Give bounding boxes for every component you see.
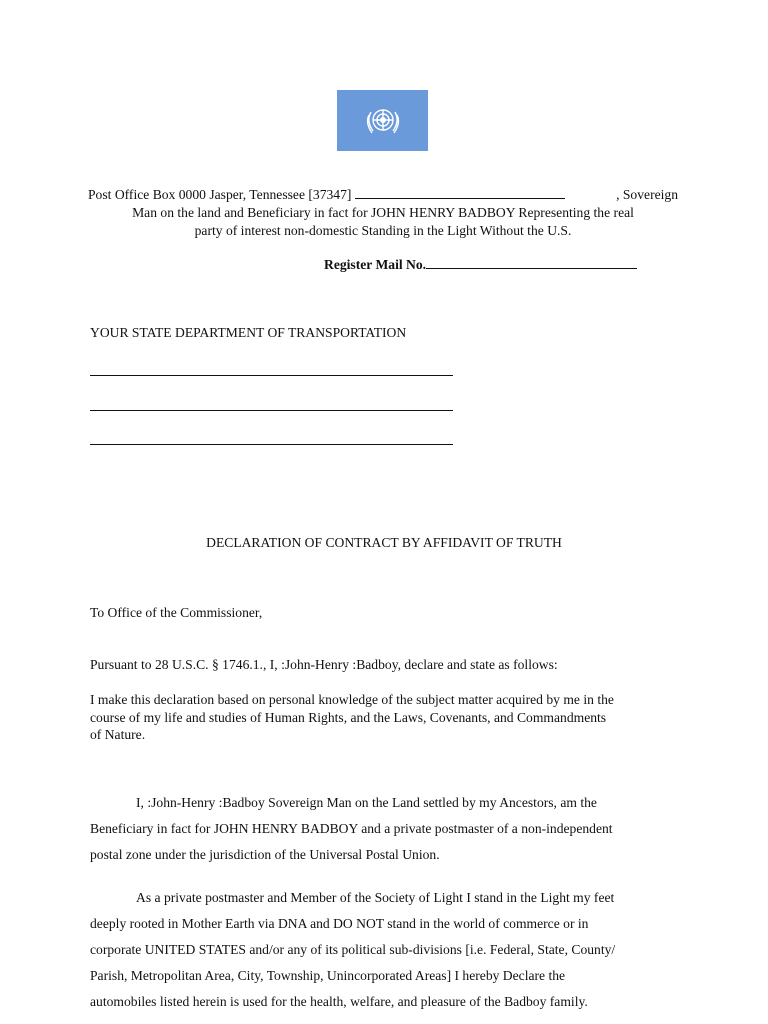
pursuant-statement: Pursuant to 28 U.S.C. § 1746.1., I, :John-Henry :Badboy, declare and state as follows: bbox=[90, 657, 558, 672]
recipient-heading: YOUR STATE DEPARTMENT OF TRANSPORTATION bbox=[90, 325, 407, 340]
register-mail-blank bbox=[426, 256, 637, 269]
paragraph-line: I, :John-Henry :Badboy Sovereign Man on the Land settled by my Ancestors, am the bbox=[136, 795, 597, 810]
salutation: To Office of the Commissioner, bbox=[90, 605, 263, 620]
paragraph-line: automobiles listed herein is used for the health, welfare, and pleasure of the Badboy family. bbox=[90, 994, 588, 1009]
paragraph-line: Parish, Metropolitan Area, City, Township, Unincorporated Areas] I hereby Declare the bbox=[90, 968, 566, 983]
un-emblem-icon bbox=[363, 103, 403, 139]
sender-description-line: Man on the land and Beneficiary in fact for JOHN HENRY BADBOY Representing the real bbox=[132, 205, 634, 220]
sender-standing-line: party of interest non-domestic Standing in the Light Without the U.S. bbox=[194, 223, 572, 238]
register-mail-label: Register Mail No. bbox=[324, 257, 427, 272]
document-title: DECLARATION OF CONTRACT BY AFFIDAVIT OF TRUTH bbox=[206, 535, 562, 550]
sender-name-blank bbox=[355, 186, 565, 199]
address-blank-line bbox=[90, 444, 453, 445]
paragraph-line: of Nature. bbox=[90, 727, 146, 742]
sender-address: Post Office Box 0000 Jasper, Tennessee [37347] bbox=[88, 187, 352, 202]
sender-header bbox=[88, 186, 678, 240]
declaration-paragraph bbox=[90, 691, 680, 744]
body-paragraph-1 bbox=[90, 790, 680, 868]
paragraph-line: As a private postmaster and Member of the Society of Light I stand in the Light my feet bbox=[136, 890, 615, 905]
paragraph-line: Beneficiary in fact for JOHN HENRY BADBOY and a private postmaster of a non-independent bbox=[90, 821, 613, 836]
address-blank-line bbox=[90, 375, 453, 376]
paragraph-line: I make this declaration based on personal knowledge of the subject matter acquired by me in the bbox=[90, 692, 614, 707]
paragraph-line: corporate UNITED STATES and/or any of its political sub-divisions [i.e. Federal, State, County/ bbox=[90, 942, 616, 957]
paragraph-line: course of my life and studies of Human Rights, and the Laws, Covenants, and Commandments bbox=[90, 709, 607, 725]
register-mail-number bbox=[324, 256, 637, 273]
paragraph-line: deeply rooted in Mother Earth via DNA and DO NOT stand in the world of commerce or in bbox=[90, 916, 589, 931]
un-flag-image bbox=[337, 90, 428, 151]
body-paragraph-2 bbox=[90, 885, 680, 1015]
sender-title-start: , Sovereign bbox=[616, 187, 678, 202]
paragraph-line: postal zone under the jurisdiction of the Universal Postal Union. bbox=[90, 847, 440, 862]
address-blank-line bbox=[90, 410, 453, 411]
